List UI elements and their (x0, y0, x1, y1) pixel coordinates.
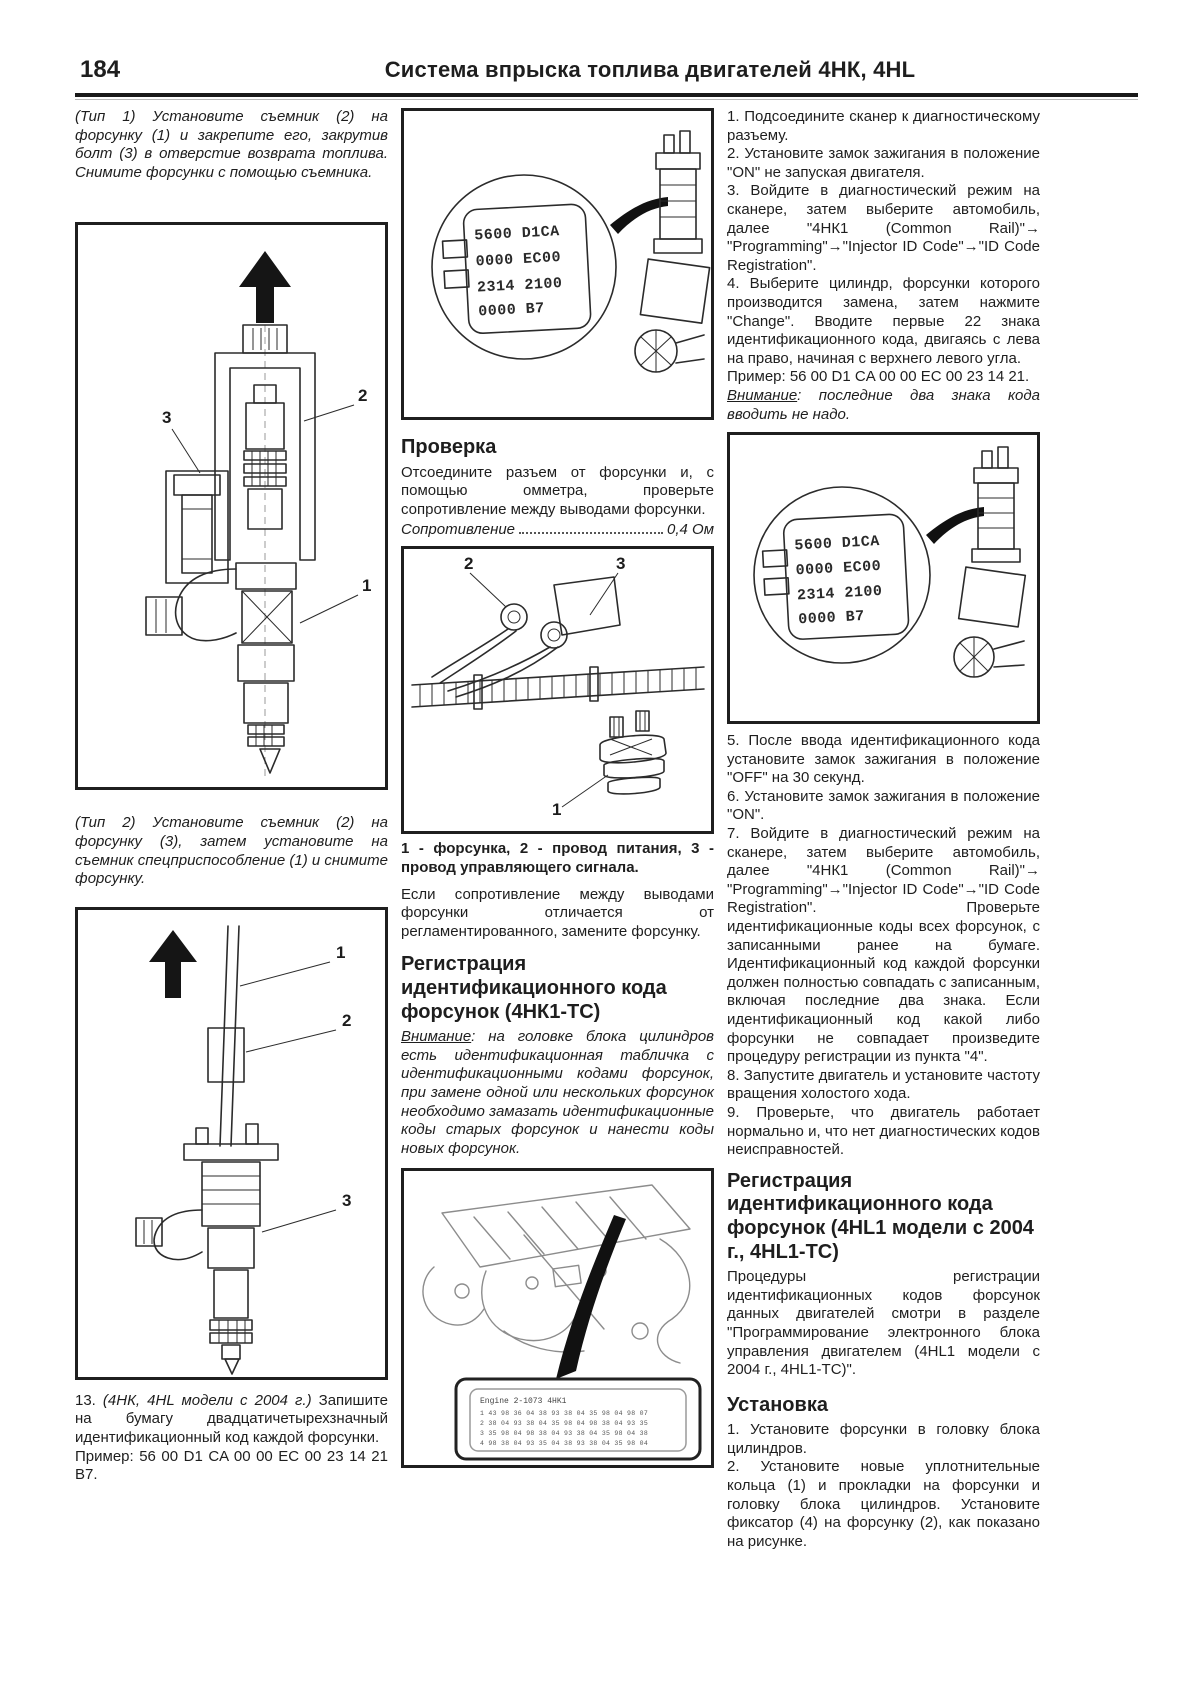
engine-id-plate-drawing (404, 1171, 711, 1465)
injector-puller-type2-drawing (78, 910, 385, 1377)
code-plate (761, 514, 909, 641)
injector-puller-type1-drawing (78, 225, 385, 787)
resistance-value: 0,4 Ом (667, 521, 714, 539)
install-step-2: 2. Установите новые уплотнительные кольца (1) и прокладки на форсунки и головку блока цилиндров. Установите фиксатор (4) на форсунку (2), как показано на рисунке. (727, 1458, 1040, 1550)
check-text: Отсоедините разъем от форсунки и, с помощью омметра, проверьте сопротивление между выводами форсунки. (401, 463, 714, 518)
injector-hatch-bands (244, 451, 286, 486)
wiring-caption: 1 - форсунка, 2 - провод питания, 3 - провод управляющего сигнала. (401, 840, 714, 876)
content-columns (75, 108, 1040, 1551)
plate-header: Engine 2-1073 4HK1 (480, 1397, 567, 1407)
code-line-4: 0000 B7 (477, 299, 546, 321)
step-6: 6. Установите замок зажигания в положение "ON". (727, 787, 1040, 824)
figure-injector-puller-type1 (75, 222, 388, 790)
pointer-swoosh (926, 507, 984, 544)
injector-outline (635, 131, 710, 372)
page-number: 184 (80, 56, 121, 83)
registration-heading-4hl1: Регистрация идентификационного кода форсунок (4HL1 модели с 2004 г., 4HL1-TC) (727, 1169, 1034, 1263)
code-line-2: 0000 EC00 (475, 249, 562, 271)
callout-2: 2 (464, 554, 474, 574)
callout-1: 1 (362, 576, 372, 596)
figure-id-code-location-right (727, 432, 1040, 724)
left-column (75, 108, 388, 1551)
pointer-swoosh (556, 1215, 626, 1379)
x-box (242, 591, 292, 643)
code-line-1: 5600 D1CA (473, 223, 561, 245)
engine-sketch (423, 1185, 690, 1363)
injector-top-view (600, 711, 666, 794)
step-5: 5. После ввода идентификационного кода установите замок зажигания в положение "OFF" на 30 секунд. (727, 732, 1040, 787)
plate-row-4: 4 98 38 04 93 35 04 38 93 38 04 35 98 04 (480, 1440, 649, 1448)
resistance-spec (401, 521, 714, 538)
attention-note (401, 1028, 714, 1158)
attention-label: Внимание (727, 386, 798, 404)
id-code-magnifier-drawing (404, 111, 711, 417)
nozzle-tip (260, 749, 280, 773)
code-line-3: 2314 2100 (476, 275, 563, 297)
header-rule (75, 93, 1138, 97)
plate-row-1: 1 43 98 36 04 38 93 38 04 35 98 04 98 07 (480, 1410, 649, 1418)
dotted-leader (519, 532, 663, 534)
step-4-example: Пример: 56 00 D1 CA 00 00 EC 00 23 14 21. (727, 368, 1030, 386)
figure-engine-id-plate (401, 1168, 714, 1468)
step-8: 8. Запустите двигатель и установите частоту вращения холостого хода. (727, 1066, 1040, 1103)
puller-bolt (166, 471, 228, 583)
attention-text: : последние два знака кода вводить не надо. (727, 386, 1040, 423)
step-3: 3. Войдите в диагностический режим на сканере, затем выберите автомобиль, далее "4НК1 (Common Rail)"→ "Programming"→"Injector ID Code"→"ID Code Registration". (727, 182, 1040, 274)
attention-text: : на головке блока цилиндров есть идентификационная табличка с идентификационными кодами форсунок, при замене одной или нескольких форсунок необходимо замазать идентификационные коды старых форсунок и нанести коды новых форсунок. (401, 1028, 714, 1157)
side-arm (176, 569, 236, 641)
attention-label: Внимание (401, 1028, 472, 1046)
wires (432, 629, 558, 697)
callout-3: 3 (342, 1190, 352, 1210)
step13-paragraph (75, 1392, 388, 1448)
install-step-1: 1. Установите форсунки в головку блока цилиндров. (727, 1421, 1040, 1457)
code-line-2: 0000 EC00 (795, 558, 882, 580)
up-arrow-icon (149, 930, 197, 998)
code-plate (441, 204, 591, 335)
injector-flange (236, 563, 296, 589)
header-rule-shadow (75, 99, 1138, 100)
callout-2: 2 (342, 1010, 352, 1030)
id-code-plate (456, 1379, 700, 1459)
step-2: 2. Установите замок зажигания в положение "ON" не запуская двигателя. (727, 145, 1040, 181)
check-heading: Проверка (401, 436, 497, 458)
callout-3: 3 (162, 408, 172, 428)
type1-note: (Тип 1) Установите съемник (2) на форсунку (1) и закрепите его, закрутив болт (3) в отверстие возврата топлива. Снимите форсунки с помощью съемника. (75, 108, 388, 181)
resistance-label: Сопротивление (401, 521, 516, 539)
callout-3: 3 (616, 554, 626, 574)
callout-1: 1 (336, 942, 346, 962)
step-1: 1. Подсоедините сканер к диагностическому разъему. (727, 108, 1040, 144)
plate-row-2: 2 38 04 93 38 04 35 98 04 98 38 04 93 35 (480, 1420, 649, 1428)
figure-id-code-location (401, 108, 714, 420)
install-heading: Установка (727, 1393, 828, 1416)
nozzle-bands (248, 725, 284, 746)
step-7: 7. Войдите в диагностический режим на сканере, затем выберите автомобиль, далее "4НК1 (Common Rail)"→ "Programming"→"Injector ID Code"→"ID Code Registration". Проверьте идентификационные коды всех форсунок, с записанными ранее на бумаге. Идентификационный код каждой форсунки должен полностью совпадать с записанным, включая последние два знака. Если идентификационный код какой либо форсунки не совпадает произведите процедуру регистрации из пункта "4". (727, 825, 1040, 1066)
code-line-3: 2314 2100 (796, 583, 883, 605)
plate-row-3: 3 35 98 04 98 38 04 93 38 04 35 98 04 38 (480, 1430, 649, 1438)
right-column (727, 108, 1040, 1551)
registration-text-4hl1: Процедуры регистрации идентификационных кодов форсунок данных двигателей смотри в разделе "Программирование электронного блока управления двигателем (4HL1 модели с 2004 г., 4HL1-TC)". (727, 1268, 1040, 1379)
injector-outline (954, 447, 1025, 677)
step-4: 4. Выберите цилиндр, форсунки которого производится замена, затем нажмите "Change". Вводите первые 22 знака идентификационного кода, двигаясь с лева на право, начиная с верхнего левого угла. (727, 275, 1040, 367)
adapter-sleeve (208, 1028, 244, 1082)
resistance-note: Если сопротивление между выводами форсунки отличается от регламентированного, замените форсунку. (401, 885, 714, 940)
type2-note: (Тип 2) Установите съемник (2) на форсунку (3), затем установите на съемник спецприспособление (1) и снимите форсунку. (75, 814, 388, 888)
code-line-4: 0000 B7 (797, 607, 866, 629)
figure-injector-puller-type2 (75, 907, 388, 1380)
callout-2: 2 (358, 386, 368, 406)
middle-column (401, 108, 714, 1551)
figure-injector-wiring (401, 546, 714, 834)
step13-number: 13. (75, 1391, 96, 1409)
up-arrow-icon (239, 251, 291, 323)
id-code-magnifier-drawing (730, 435, 1037, 721)
step13-text: Запишите на бумагу двадцатичетырехзначный идентификационный код каждой форсунки. (75, 1391, 389, 1446)
code-line-1: 5600 D1CA (793, 533, 881, 555)
injector-body (136, 1124, 278, 1374)
page-title: Система впрыска топлива двигателей 4НК, 4HL (384, 57, 916, 82)
registration-heading-4hk1: Регистрация идентификационного кода форсунок (4НК1-ТС) (401, 953, 667, 1023)
step13-example: Пример: 56 00 D1 CA 00 00 EC 00 23 14 21 В7. (75, 1447, 388, 1484)
injector-wiring-drawing (404, 549, 711, 831)
terminal-bolts (501, 604, 567, 648)
attention-note (727, 387, 1040, 424)
step13-models: (4НК, 4HL модели с 2004 г.) (102, 1391, 312, 1409)
callout-1: 1 (552, 800, 562, 820)
step-9: 9. Проверьте, что двигатель работает нормально и, что нет диагностических кодов неисправностей. (727, 1103, 1040, 1159)
